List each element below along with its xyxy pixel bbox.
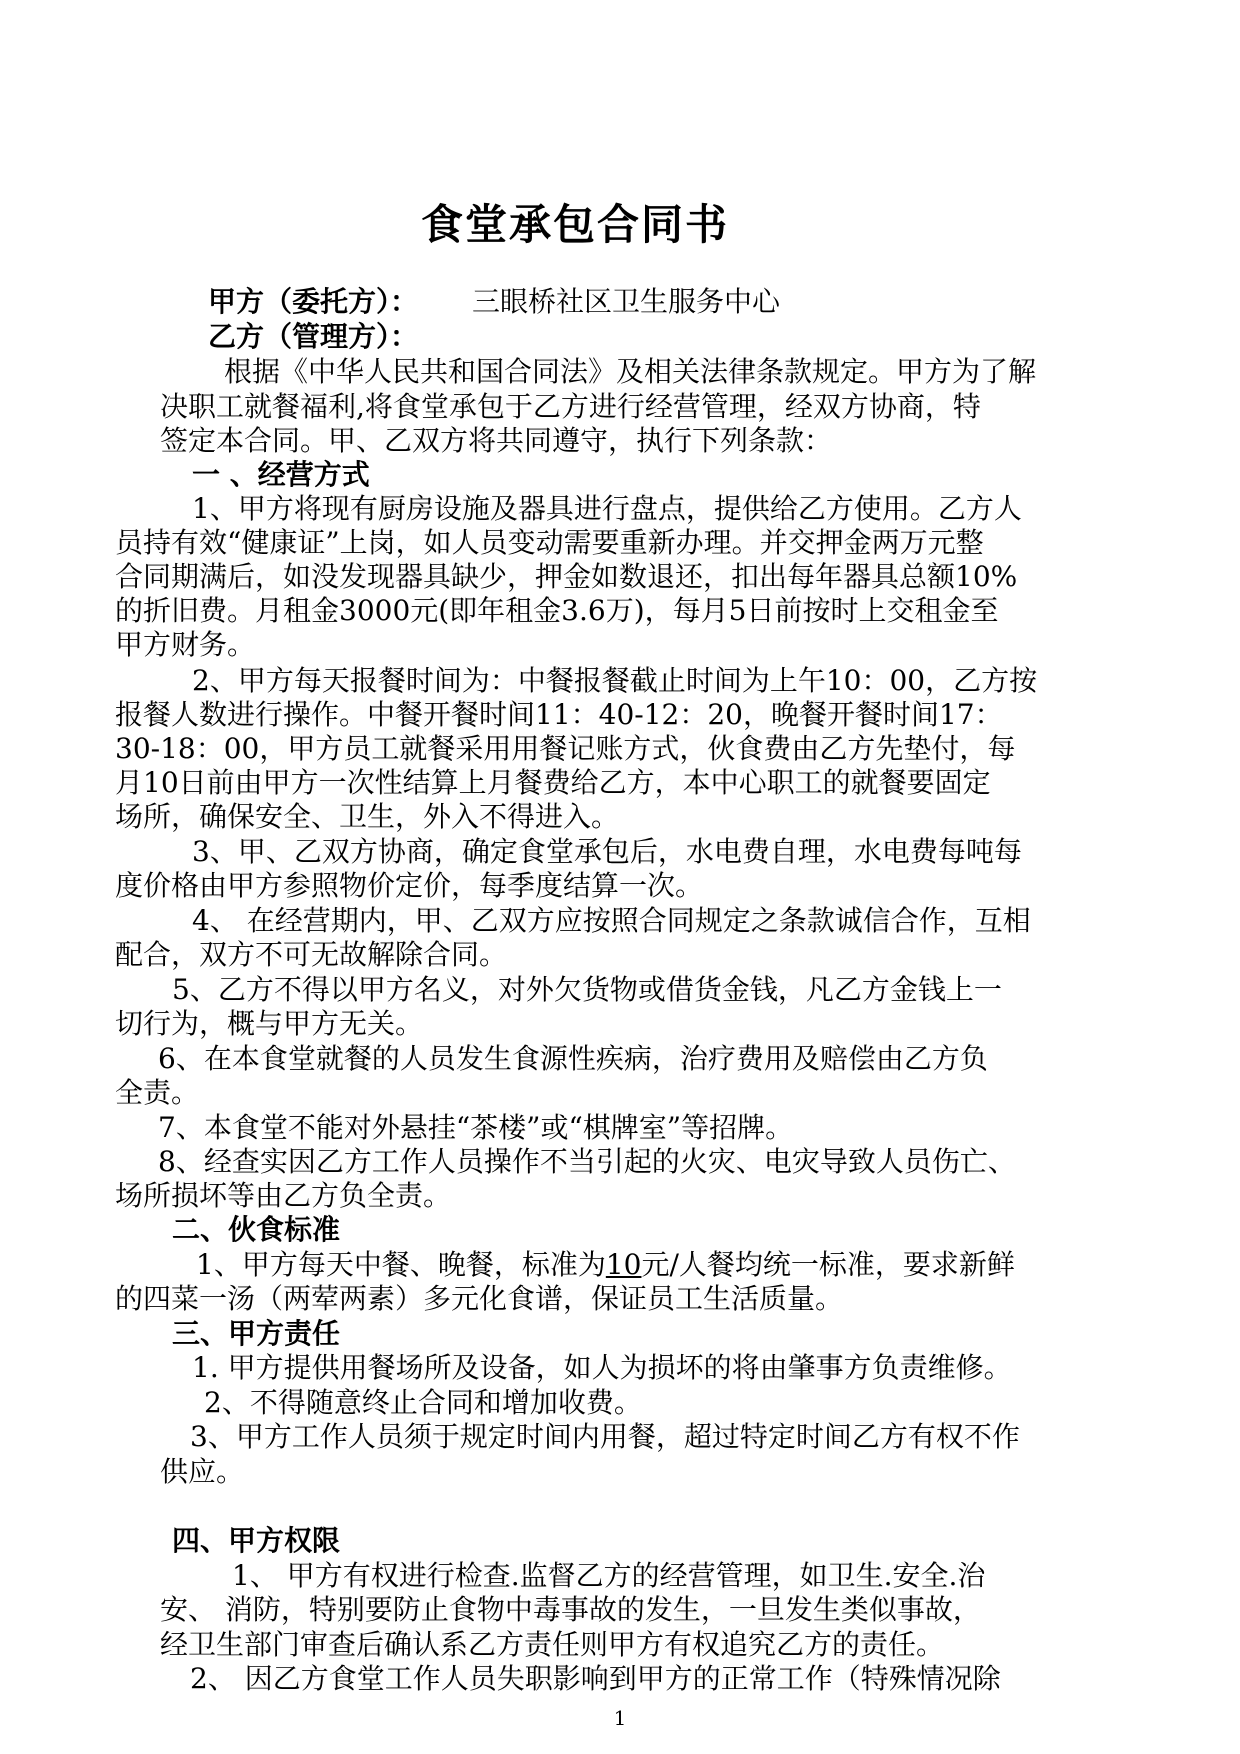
clause-line: 经卫生部门审查后确认系乙方责任则甲方有权追究乙方的责任。	[160, 1628, 945, 1661]
meal-standard-amount: 10	[605, 1248, 642, 1281]
clause-line: 4、 在经营期内，甲、乙双方应按照合同规定之条款诚信合作，互相	[192, 904, 1031, 937]
clause-text: 元/人餐均统一标准，要求新鲜	[641, 1248, 1015, 1281]
section-heading-1: 一 、经营方式	[192, 458, 370, 491]
clause-line: 5、乙方不得以甲方名义，对外欠货物或借货金钱，凡乙方金钱上一	[172, 973, 1002, 1006]
clause-line	[196, 1248, 1015, 1282]
clause-line: 8、经查实因乙方工作人员操作不当引起的火灾、电灾导致人员伤亡、	[158, 1145, 1016, 1178]
clause-line: 场所损坏等由乙方负全责。	[115, 1179, 452, 1212]
party-b-label: 乙方（管理方）：	[208, 320, 419, 353]
clause-line: 合同期满后，如没发现器具缺少，押金如数退还，扣出每年器具总额10%	[115, 560, 1018, 593]
section-heading-2: 二、伙食标准	[172, 1213, 341, 1246]
page-number: 1	[613, 1706, 627, 1730]
clause-line: 甲方财务。	[115, 628, 256, 661]
clause-line: 3、甲方工作人员须于规定时间内用餐，超过特定时间乙方有权不作	[190, 1420, 1020, 1453]
clause-line: 场所，确保安全、卫生，外入不得进入。	[115, 800, 620, 833]
clause-line: 切行为，概与甲方无关。	[115, 1007, 424, 1040]
clause-line: 的折旧费。月租金3000元(即年租金3.6万)，每月5日前按时上交租金至	[115, 594, 999, 627]
section-heading-3: 三、甲方责任	[172, 1317, 341, 1350]
clause-line: 30-18：00，甲方员工就餐采用用餐记账方式，伙食费由乙方先垫付，每	[115, 732, 1016, 765]
clause-line: 月10日前由甲方一次性结算上月餐费给乙方，本中心职工的就餐要固定	[115, 766, 991, 799]
clause-line: 供应。	[160, 1455, 245, 1488]
intro-line: 根据《中华人民共和国合同法》及相关法律条款规定。甲方为了解	[224, 355, 1037, 388]
clause-text: 1、甲方每天中餐、晚餐，标准为	[196, 1248, 606, 1281]
clause-line: 1、 甲方有权进行检查.监督乙方的经营管理，如卫生.安全.治	[232, 1559, 986, 1592]
section-heading-4: 四、甲方权限	[172, 1524, 341, 1557]
party-a-label: 甲方（委托方）：	[208, 285, 419, 318]
clause-line: 1. 甲方提供用餐场所及设备，如人为损坏的将由肇事方负责维修。	[192, 1351, 1012, 1384]
clause-line: 的四菜一汤（两荤两素）多元化食谱，保证员工生活质量。	[115, 1282, 844, 1315]
clause-line: 安、 消防，特别要防止食物中毒事故的发生，一旦发生类似事故，	[160, 1593, 981, 1626]
clause-line: 2、甲方每天报餐时间为：中餐报餐截止时间为上午10：00，乙方按	[192, 664, 1038, 697]
clause-line: 配合，双方不可无故解除合同。	[115, 938, 508, 971]
clause-line: 员持有效“健康证”上岗，如人员变动需要重新办理。并交押金两万元整	[115, 526, 984, 559]
clause-line: 2、不得随意终止合同和增加收费。	[204, 1386, 642, 1419]
clause-line: 度价格由甲方参照物价定价，每季度结算一次。	[115, 869, 704, 902]
document-title: 食堂承包合同书	[420, 200, 729, 249]
clause-line: 报餐人数进行操作。中餐开餐时间11：40-12：20，晚餐开餐时间17：	[115, 698, 1003, 731]
clause-line: 7、本食堂不能对外悬挂“茶楼”或“棋牌室”等招牌。	[158, 1111, 794, 1144]
clause-line: 全责。	[115, 1076, 200, 1109]
party-a-name: 三眼桥社区卫生服务中心	[472, 285, 781, 318]
clause-line: 1、甲方将现有厨房设施及器具进行盘点，提供给乙方使用。乙方人	[192, 492, 1022, 525]
clause-line: 2、 因乙方食堂工作人员失职影响到甲方的正常工作（特殊情况除	[190, 1662, 1001, 1695]
clause-line: 3、甲、乙双方协商，确定食堂承包后，水电费自理，水电费每吨每	[192, 835, 1022, 868]
clause-line: 6、在本食堂就餐的人员发生食源性疾病，治疗费用及赔偿由乙方负	[158, 1042, 988, 1075]
intro-line: 签定本合同。甲、乙双方将共同遵守，执行下列条款：	[160, 424, 833, 457]
intro-line: 决职工就餐福利,将食堂承包于乙方进行经营管理，经双方协商，特	[160, 390, 981, 423]
